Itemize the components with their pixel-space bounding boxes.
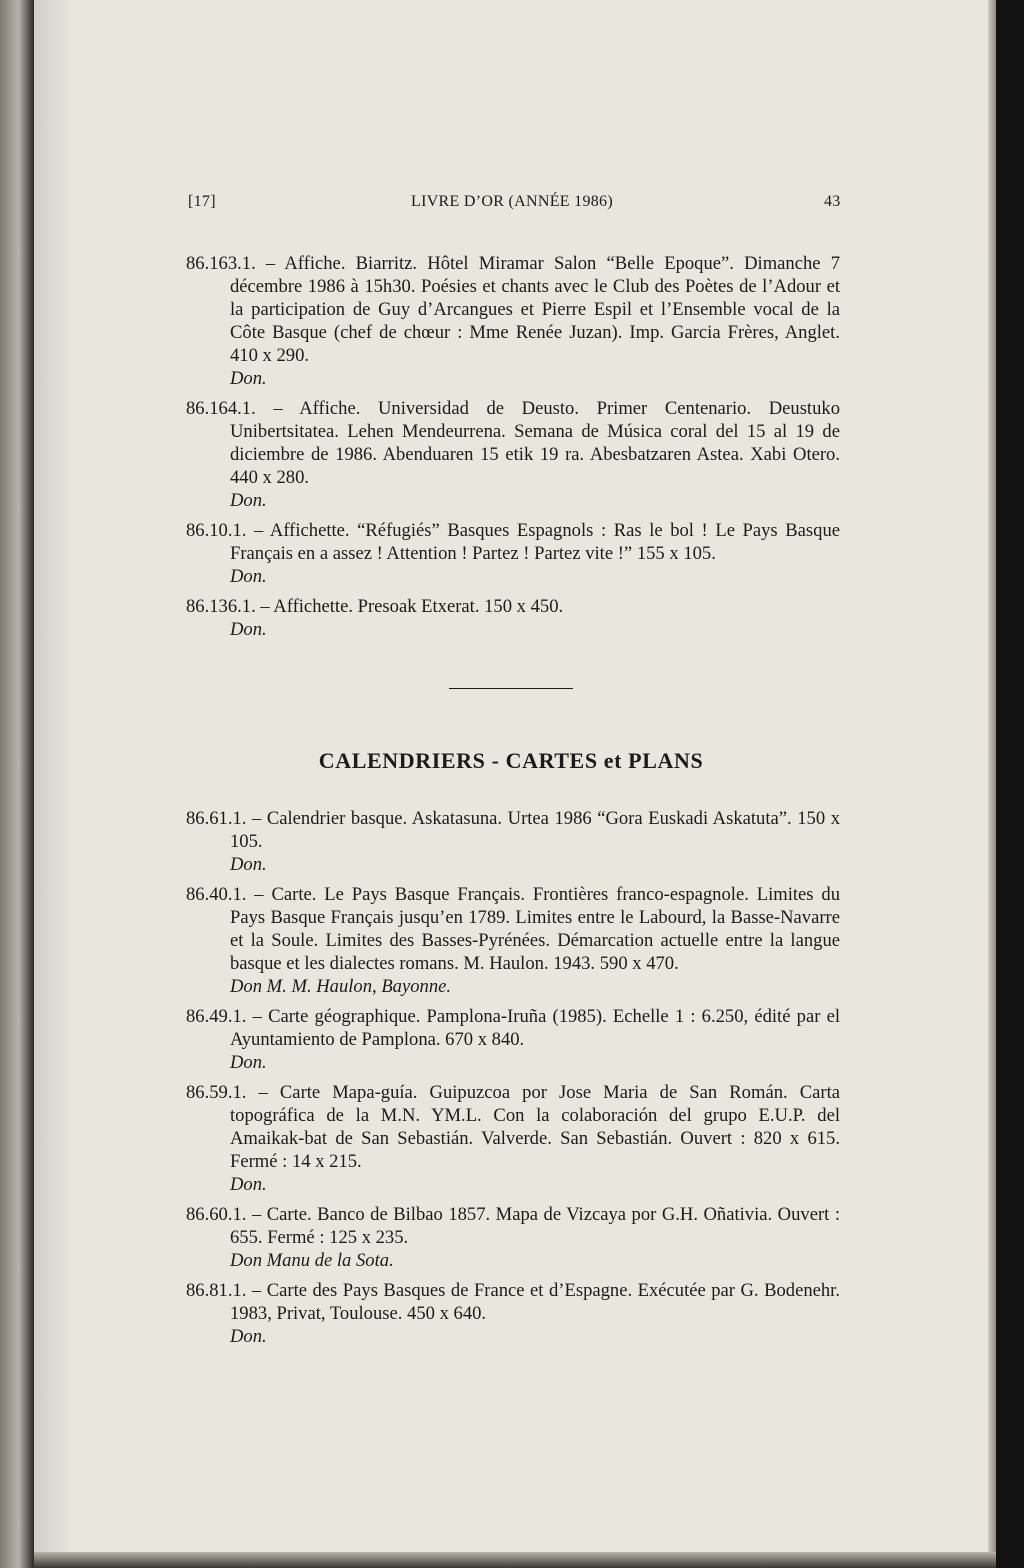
entry-donor: Don Manu de la Sota. (230, 1250, 394, 1271)
section-divider (34, 688, 988, 689)
entry-text: 86.49.1. – Carte géographique. Pamplona-Iruña (1985). Echelle 1 : 6.250, édité par el Ayuntamiento de Pamplona. 670 x 840. (186, 1006, 840, 1050)
page-right-edge (988, 0, 996, 1568)
catalog-entry (186, 1279, 840, 1348)
entry-text: 86.164.1. – Affiche. Universidad de Deusto. Primer Centenario. Deustuko Unibertsitatea. Lehen Mendeurrena. Semana de Música coral del 15 al 19 de diciembre de 1986. Abenduaren 15 etik 19 ra. Abesbatzaren Astea. Xabi Otero. 440 x 280. (186, 398, 840, 488)
page-sheet (34, 0, 988, 1552)
entry-text: 86.61.1. – Calendrier basque. Askatasuna. Urtea 1986 “Gora Euskadi Askatuta”. 150 x 105. (186, 808, 840, 852)
entry-donor: Don. (230, 1174, 267, 1195)
running-title: LIVRE D’OR (ANNÉE 1986) (411, 193, 613, 210)
catalog-entry (186, 883, 840, 998)
page-bottom-edge (34, 1552, 996, 1568)
entry-donor: Don. (230, 490, 267, 511)
catalog-entry (186, 807, 840, 876)
entries-bottom (186, 807, 840, 1355)
catalog-entry (186, 1081, 840, 1196)
entry-donor: Don. (230, 1052, 267, 1073)
entry-text: 86.60.1. – Carte. Banco de Bilbao 1857. Mapa de Vizcaya por G.H. Oñativia. Ouvert : 655. Fermé : 125 x 235. (186, 1204, 840, 1248)
entry-text: 86.59.1. – Carte Mapa-guía. Guipuzcoa por Jose Maria de San Román. Carta topográfica de la M.N. YM.L. Con la colaboración del grupo E.U.P. del Amaikak-bat de San Sebastián. Valverde. San Sebastián. Ouvert : 820 x 615. Fermé : 14 x 215. (186, 1082, 840, 1172)
entries-top (186, 252, 840, 648)
catalog-entry (186, 519, 840, 588)
entry-donor: Don. (230, 619, 267, 640)
running-header (34, 193, 988, 217)
catalog-entry (186, 1005, 840, 1074)
catalog-entry (186, 1203, 840, 1272)
entry-donor: Don. (230, 368, 267, 389)
catalog-entry (186, 595, 840, 641)
entry-donor: Don. (230, 1326, 267, 1347)
entry-text: 86.40.1. – Carte. Le Pays Basque Français. Frontières franco-espagnole. Limites du Pays Basque Français jusqu’en 1789. Limites entre le Labourd, la Basse-Navarre et la Soule. Limites des Basses-Pyrénées. Démarcation actuelle entre la langue basque et les dialectes romans. M. Haulon. 1943. 590 x 470. (186, 884, 840, 974)
entry-text: 86.81.1. – Carte des Pays Basques de France et d’Espagne. Exécutée par G. Bodenehr. 1983, Privat, Toulouse. 450 x 640. (186, 1280, 840, 1324)
page-number: 43 (824, 193, 841, 210)
entry-text: 86.10.1. – Affichette. “Réfugiés” Basques Espagnols : Ras le bol ! Le Pays Basque Français en a assez ! Attention ! Partez ! Partez vite !” 155 x 105. (186, 520, 840, 564)
catalog-entry (186, 397, 840, 512)
previous-page-edge (0, 0, 34, 1568)
entry-text: 86.163.1. – Affiche. Biarritz. Hôtel Miramar Salon “Belle Epoque”. Dimanche 7 décembre 1986 à 15h30. Poésies et chants avec le Club des Poètes de l’Adour et la participation de Guy d’Arcangues et Pierre Espil et l’Ensemble vocal de la Côte Basque (chef de chœur : Mme Renée Juzan). Imp. Garcia Frères, Anglet. 410 x 290. (186, 253, 840, 366)
entry-text: 86.136.1. – Affichette. Presoak Etxerat. 150 x 450. (186, 596, 564, 617)
divider-rule (449, 688, 573, 689)
entry-donor: Don. (230, 854, 267, 875)
entry-donor: Don. (230, 566, 267, 587)
entry-donor: Don M. M. Haulon, Bayonne. (230, 976, 452, 997)
section-heading: CALENDRIERS - CARTES et PLANS (318, 748, 704, 773)
catalog-entry (186, 252, 840, 390)
page-section-number: [17] (188, 193, 216, 210)
